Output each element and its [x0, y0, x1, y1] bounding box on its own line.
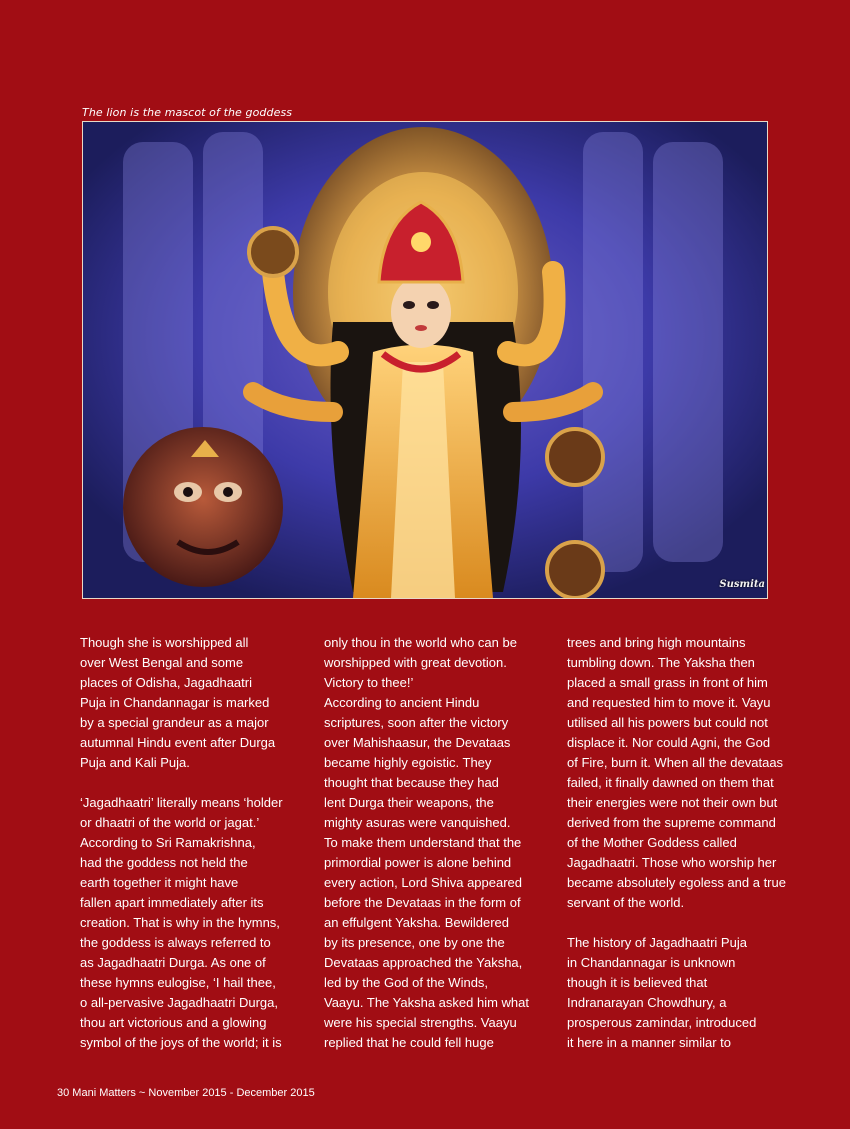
text-line: had the goddess not held the — [80, 855, 248, 870]
text-line: failed, it finally dawned on them that — [567, 775, 774, 790]
text-column-1 — [80, 633, 283, 1053]
text-line: Puja in Chandannagar is marked — [80, 695, 270, 710]
text-line: fallen apart immediately after its — [80, 895, 264, 910]
text-line: and requested him to move it. Vayu — [567, 695, 771, 710]
photo-caption: The lion is the mascot of the goddess — [82, 106, 293, 119]
text-line: thought that because they had — [324, 775, 499, 790]
text-line: servant of the world. — [567, 895, 685, 910]
text-line: autumnal Hindu event after Durga — [80, 735, 276, 750]
goddess-photo — [82, 121, 768, 599]
text-line: though it is believed that — [567, 975, 708, 990]
text-line: thou art victorious and a glowing — [80, 1015, 267, 1030]
text-line: earth together it might have — [80, 875, 239, 890]
text-line: Puja and Kali Puja. — [80, 755, 190, 770]
text-line: Victory to thee!’ — [324, 675, 414, 690]
text-line: places of Odisha, Jagadhaatri — [80, 675, 252, 690]
text-line: According to ancient Hindu — [324, 695, 480, 710]
text-line: mighty asuras were vanquished. — [324, 815, 511, 830]
text-line: Vaayu. The Yaksha asked him what — [324, 995, 529, 1010]
text-line: as Jagadhaatri Durga. As one of — [80, 955, 266, 970]
text-line: symbol of the joys of the world; it is — [80, 1035, 282, 1050]
text-line: or dhaatri of the world or jagat.’ — [80, 815, 260, 830]
text-line: were his special strengths. Vaayu — [324, 1015, 517, 1030]
jagadhaatri-idol-image — [83, 122, 767, 598]
text-line: ‘Jagadhaatri’ literally means ‘holder — [80, 795, 283, 810]
text-line: became highly egoistic. They — [324, 755, 492, 770]
text-line: Devataas approached the Yaksha, — [324, 955, 523, 970]
text-line: The history of Jagadhaatri Puja — [567, 935, 747, 950]
text-line: these hymns eulogise, ‘I hail thee, — [80, 975, 276, 990]
text-column-2 — [324, 633, 529, 1053]
text-line: before the Devataas in the form of — [324, 895, 521, 910]
text-line — [567, 913, 786, 933]
text-line: tumbling down. The Yaksha then — [567, 655, 755, 670]
text-line: by its presence, one by one the — [324, 935, 505, 950]
text-line: an effulgent Yaksha. Bewildered — [324, 915, 510, 930]
text-line: placed a small grass in front of him — [567, 675, 768, 690]
text-line: replied that he could fell huge — [324, 1035, 494, 1050]
text-line: creation. That is why in the hymns, — [80, 915, 280, 930]
text-line: lent Durga their weapons, the — [324, 795, 494, 810]
text-line: over Mahishaasur, the Devataas — [324, 735, 511, 750]
text-line: Though she is worshipped all — [80, 635, 249, 650]
text-line: Jagadhaatri. Those who worship her — [567, 855, 777, 870]
text-line: trees and bring high mountains — [567, 635, 746, 650]
text-line: over West Bengal and some — [80, 655, 244, 670]
text-line: To make them understand that the — [324, 835, 522, 850]
text-line: their energies were not their own but — [567, 795, 778, 810]
text-line: in Chandannagar is unknown — [567, 955, 736, 970]
text-line: Indranarayan Chowdhury, a — [567, 995, 727, 1010]
text-line: by a special grandeur as a major — [80, 715, 269, 730]
text-line: scriptures, soon after the victory — [324, 715, 509, 730]
text-line: of the Mother Goddess called — [567, 835, 737, 850]
text-line: utilised all his powers but could not — [567, 715, 768, 730]
text-line: o all-pervasive Jagadhaatri Durga, — [80, 995, 278, 1010]
text-line: of Fire, burn it. When all the devataas — [567, 755, 784, 770]
text-line: led by the God of the Winds, — [324, 975, 489, 990]
page-footer: 30 Mani Matters ~ November 2015 - December 2015 — [57, 1087, 315, 1099]
text-line: derived from the supreme command — [567, 815, 776, 830]
text-line — [80, 773, 283, 793]
text-line: only thou in the world who can be — [324, 635, 517, 650]
text-line: According to Sri Ramakrishna, — [80, 835, 256, 850]
text-line: displace it. Nor could Agni, the God — [567, 735, 771, 750]
text-line: prosperous zamindar, introduced — [567, 1015, 757, 1030]
text-line: primordial power is alone behind — [324, 855, 512, 870]
text-line: every action, Lord Shiva appeared — [324, 875, 523, 890]
photo-credit: Susmita — [719, 579, 765, 590]
text-line: it here in a manner similar to — [567, 1035, 732, 1050]
text-line: the goddess is always referred to — [80, 935, 271, 950]
text-line: worshipped with great devotion. — [324, 655, 507, 670]
text-line: became absolutely egoless and a true — [567, 875, 786, 890]
text-column-3 — [567, 633, 786, 1053]
